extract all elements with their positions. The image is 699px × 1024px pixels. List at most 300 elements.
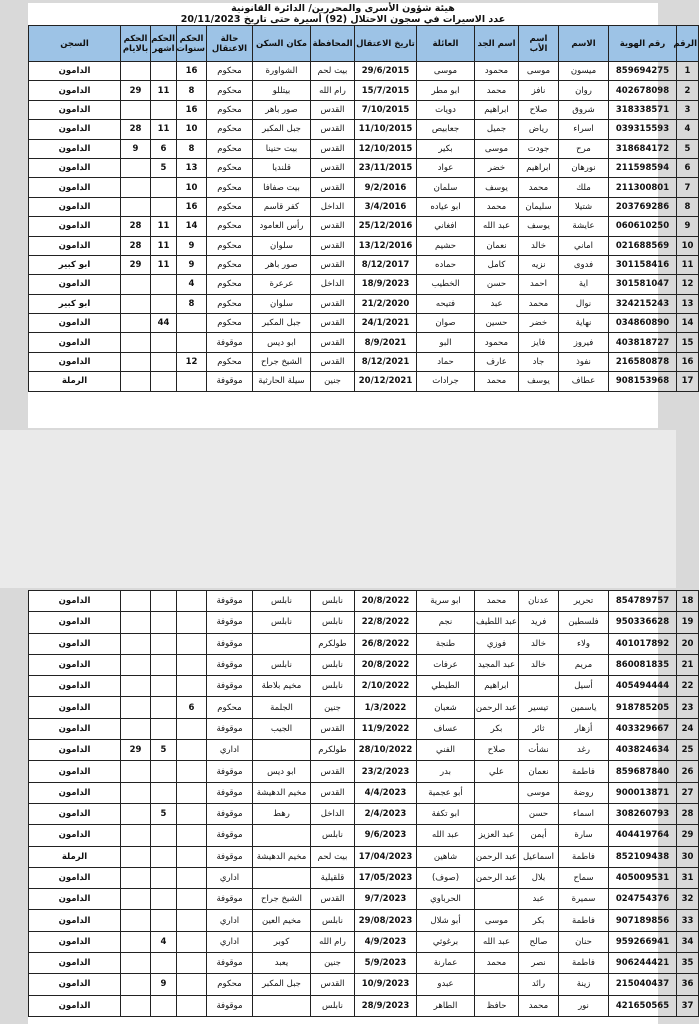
table-cell: عبد الرحمن [475,846,519,867]
table-cell: جنين [311,953,355,974]
table-cell: فدوى [559,255,609,274]
table-cell [177,846,207,867]
table-cell: 1/3/2022 [355,697,417,718]
table-cell: محمود [475,333,519,352]
table-cell: رام الله [311,81,355,100]
table-cell: 44 [151,314,177,333]
table-cell: 301581047 [609,275,677,294]
table-cell [151,697,177,718]
table-cell: نجم [417,612,475,633]
table-cell: صلاح [519,100,559,119]
table-cell [121,352,151,371]
table-cell: القدس [311,120,355,139]
table-cell: موقوفة [207,591,253,612]
table-cell: ابو ديس [253,333,311,352]
table-cell [151,676,177,697]
table-page-2 [28,590,694,1024]
table-cell [121,178,151,197]
table-cell: 9/2/2016 [355,178,417,197]
table-cell: نصر [519,953,559,974]
table-cell: اسماعيل [519,846,559,867]
table-cell [151,761,177,782]
table-cell: الحرباوي [417,889,475,910]
table-cell: اداري [207,867,253,888]
table-cell: موقوفة [207,612,253,633]
table-cell: 12/10/2015 [355,139,417,158]
table-cell: 29 [121,81,151,100]
table-cell: 6 [177,697,207,718]
table-cell: صور باهر [253,100,311,119]
table-cell: روان [559,81,609,100]
table-cell [121,372,151,391]
table-cell: 9 [677,217,699,236]
table-cell: موقوفة [207,953,253,974]
table-cell: 24 [677,718,699,739]
table-cell [253,633,311,654]
table-cell [121,314,151,333]
table-cell: الدامون [29,654,121,675]
table-cell: 900013871 [609,782,677,803]
table-cell: 29 [121,740,151,761]
table-cell: 3/4/2016 [355,197,417,216]
table-cell: 5 [151,158,177,177]
table-cell [475,803,519,824]
table-cell: حشيم [417,236,475,255]
table-cell: 8/12/2017 [355,255,417,274]
table-cell [121,718,151,739]
page-gap [0,430,676,588]
table-cell [151,372,177,391]
table-cell: حماده [417,255,475,274]
table-row [29,676,699,697]
table-cell: ابراهيم [475,676,519,697]
table-cell: جاد [519,352,559,371]
table-cell: 024754376 [609,889,677,910]
table-cell: القدس [311,782,355,803]
table-cell: 12 [677,275,699,294]
table-cell: تحرير [559,591,609,612]
table-cell: محكوم [207,294,253,313]
table-cell: 31 [677,867,699,888]
table-cell: اداري [207,910,253,931]
table-cell: 34 [677,931,699,952]
table-cell: القدس [311,352,355,371]
table-row [29,761,699,782]
prisoners-table-2 [28,590,699,1017]
table-cell: 906244421 [609,953,677,974]
table-cell [151,867,177,888]
table-cell: 19 [677,612,699,633]
table-cell: جنين [311,372,355,391]
table-cell: محكوم [207,974,253,995]
table-cell [121,697,151,718]
table-cell: الدامون [29,974,121,995]
table-cell: محمد [475,197,519,216]
table-row [29,352,699,371]
column-header: رقم الهوية [609,26,677,62]
header-line-2: عدد الاسيرات في سجون الاحتلال (92) أسيرة حتى تاريخ 20/11/2023 [180,14,506,25]
table-cell: موسى [417,62,475,81]
table-cell [177,803,207,824]
table-cell: حسن [519,803,559,824]
table-cell: 403824634 [609,740,677,761]
table-cell: ابو كبير [29,294,121,313]
table-cell: الدامون [29,62,121,81]
table-cell: 35 [677,953,699,974]
table-cell: شاهين [417,846,475,867]
table-cell: 26 [677,761,699,782]
table-cell: صلاح [475,740,519,761]
table-cell: 10 [177,178,207,197]
table-cell: 859694275 [609,62,677,81]
table-cell: نابلس [311,654,355,675]
table-cell: عساف [417,718,475,739]
column-header: الرقم [677,26,699,62]
table-cell: موقوفة [207,803,253,824]
table-cell: 4/9/2023 [355,931,417,952]
table-cell: علي [475,761,519,782]
table-cell: يعبد [253,953,311,974]
table-cell: نابلس [253,591,311,612]
table-cell [177,889,207,910]
header-line-1: هيئة شؤون الأسرى والمحررين/ الدائرة القانونية [231,3,455,14]
column-header: الحكم اشهر [151,26,177,62]
table-cell: موقوفة [207,846,253,867]
table-cell: 8 [177,139,207,158]
table-cell: محكوم [207,236,253,255]
table-cell: 14 [177,217,207,236]
table-cell: خالد [519,236,559,255]
table-cell: 401017892 [609,633,677,654]
table-cell: 308260793 [609,803,677,824]
table-cell [121,910,151,931]
table-cell: افغاني [417,217,475,236]
table-cell: عواد [417,158,475,177]
table-cell: الدامون [29,953,121,974]
table-cell: 23/11/2015 [355,158,417,177]
table-cell [121,333,151,352]
table-cell: ثائر [519,718,559,739]
table-cell: القدس [311,255,355,274]
column-header: اسم الأب [519,26,559,62]
table-cell: رأس العامود [253,217,311,236]
table-cell [177,740,207,761]
table-cell: الشيخ جراح [253,889,311,910]
table-cell: 5 [151,740,177,761]
table-cell: شعبان [417,697,475,718]
table-cell: سيلة الحارثية [253,372,311,391]
table-row [29,178,699,197]
document-header [28,3,658,25]
table-cell: 20/12/2021 [355,372,417,391]
table-cell: 852109438 [609,846,677,867]
table-cell: زينة [559,974,609,995]
table-cell: فاطمة [559,761,609,782]
table-cell: الرملة [29,372,121,391]
table-cell: 060610250 [609,217,677,236]
table-cell: نابلس [311,612,355,633]
table-cell: الدامون [29,591,121,612]
table-cell: الدامون [29,314,121,333]
table-cell: جعابيص [417,120,475,139]
table-cell: ابو ديس [253,761,311,782]
table-cell: الرملة [29,846,121,867]
table-cell: محكوم [207,81,253,100]
table-cell: 18 [677,591,699,612]
table-cell: 6 [151,139,177,158]
table-row [29,333,699,352]
table-cell: نعمان [519,761,559,782]
table-row [29,654,699,675]
table-cell: الدامون [29,782,121,803]
table-cell: 29 [677,825,699,846]
table-cell: محكوم [207,62,253,81]
table-cell [177,314,207,333]
table-cell: عبد الرحمن [475,867,519,888]
table-cell: أبو عجمية [417,782,475,803]
table-cell [121,953,151,974]
table-cell: 17/04/2023 [355,846,417,867]
table-cell: موقوفة [207,889,253,910]
table-cell [177,761,207,782]
table-cell: جبل المكبر [253,120,311,139]
table-cell [121,974,151,995]
table-cell: 7/10/2015 [355,100,417,119]
table-cell: 860081835 [609,654,677,675]
table-cell: سميرة [559,889,609,910]
table-cell: احمد [519,275,559,294]
table-cell: محكوم [207,197,253,216]
table-cell: كوبر [253,931,311,952]
table-cell: الدامون [29,352,121,371]
table-cell: الدامون [29,236,121,255]
table-cell [151,953,177,974]
table-page-1 [28,3,697,428]
table-cell: موقوفة [207,995,253,1016]
table-cell: 11 [151,255,177,274]
table-cell: ابو مطر [417,81,475,100]
table-row [29,803,699,824]
table-cell: 404419764 [609,825,677,846]
table-cell: 10 [177,120,207,139]
table-cell: عبد اللطيف [475,612,519,633]
table-cell: دويات [417,100,475,119]
table-cell: أيمن [519,825,559,846]
table-cell: 8/12/2021 [355,352,417,371]
table-cell: نابلس [311,825,355,846]
table-cell: 17 [677,372,699,391]
table-cell: القدس [311,889,355,910]
table-cell: نافز [519,81,559,100]
table-cell: بكر [519,910,559,931]
table-cell: الدامون [29,931,121,952]
table-cell [177,333,207,352]
table-cell: 30 [677,846,699,867]
table-row [29,314,699,333]
table-cell [253,995,311,1016]
table-cell: نهاية [559,314,609,333]
table-cell: 318338571 [609,100,677,119]
table-cell: 6 [677,158,699,177]
table-cell: نفوذ [559,352,609,371]
table-cell: الدامون [29,217,121,236]
table-cell: الدامون [29,910,121,931]
table-cell [121,100,151,119]
table-cell: عبد الله [475,931,519,952]
table-cell: بيت صفافا [253,178,311,197]
table-cell: رام الله [311,931,355,952]
table-cell [253,867,311,888]
table-cell [177,718,207,739]
table-cell: القدس [311,718,355,739]
table-cell: 301158416 [609,255,677,274]
table-cell: 324215243 [609,294,677,313]
table-cell: جبل المكبر [253,974,311,995]
table-cell: الدامون [29,803,121,824]
table-cell: فوزي [475,633,519,654]
table-cell: 8 [677,197,699,216]
table-cell: سماح [559,867,609,888]
table-cell: مرح [559,139,609,158]
table-row [29,81,699,100]
table-cell [151,910,177,931]
column-header: اسم الجد [475,26,519,62]
table-cell: اداري [207,931,253,952]
table-cell [177,995,207,1016]
table-cell: محمد [475,81,519,100]
table-cell: 16 [177,62,207,81]
table-cell: 24/1/2021 [355,314,417,333]
table-cell: نابلس [311,995,355,1016]
table-cell: ابو تكفة [417,803,475,824]
table-cell: محكوم [207,314,253,333]
table-cell [121,62,151,81]
table-cell: صور باهر [253,255,311,274]
table-cell: فاطمة [559,846,609,867]
table-cell: حسن [475,275,519,294]
table-cell: الطيطي [417,676,475,697]
table-cell: 10/9/2023 [355,974,417,995]
table-cell [121,294,151,313]
table-cell: محكوم [207,158,253,177]
table-cell: فاطمة [559,953,609,974]
table-cell: 11/10/2015 [355,120,417,139]
table-cell: 23 [677,697,699,718]
table-cell: جودت [519,139,559,158]
table-cell: فايز [519,333,559,352]
table-cell: بيت لحم [311,846,355,867]
table-cell: نعمان [475,236,519,255]
table-cell: 16 [177,100,207,119]
table-cell [121,612,151,633]
table-cell: الطاهر [417,995,475,1016]
table-cell: كفر قاسم [253,197,311,216]
table-row [29,217,699,236]
table-cell: 5 [677,139,699,158]
column-header: الحكم بالايام [121,26,151,62]
table-cell [177,931,207,952]
table-cell: عايشة [559,217,609,236]
table-cell: الدامون [29,889,121,910]
table-cell: اسماء [559,803,609,824]
table-cell: موقوفة [207,761,253,782]
table-cell: موقوفة [207,333,253,352]
table-cell [121,158,151,177]
table-cell [475,974,519,995]
table-cell: جميل [475,120,519,139]
table-cell: 28 [121,217,151,236]
table-cell: القدس [311,100,355,119]
table-cell: رائد [519,974,559,995]
table-cell [151,654,177,675]
table-row [29,294,699,313]
table-cell: ولاء [559,633,609,654]
table-cell: موسى [519,62,559,81]
table-cell [151,846,177,867]
table-cell: اداري [207,740,253,761]
table-cell: 039315593 [609,120,677,139]
table-cell: الدامون [29,995,121,1016]
table-row [29,867,699,888]
table-cell: 959266941 [609,931,677,952]
table-cell: الجلمة [253,697,311,718]
table-cell: رغد [559,740,609,761]
table-cell [151,352,177,371]
table-cell: القدس [311,294,355,313]
table-cell: عبد الله [475,217,519,236]
table-cell: ابو سرية [417,591,475,612]
table-cell: 28 [121,120,151,139]
table-cell: أسيل [559,676,609,697]
table-cell: عبد [475,294,519,313]
table-cell: 18/9/2023 [355,275,417,294]
table-cell: 25 [677,740,699,761]
table-cell [177,953,207,974]
table-cell: فتيحه [417,294,475,313]
table-cell: 405494444 [609,676,677,697]
table-cell: الدامون [29,197,121,216]
table-cell: 13 [677,294,699,313]
table-cell: خالد [519,654,559,675]
column-header: تاريخ الاعتقال [355,26,417,62]
table-cell: الدامون [29,718,121,739]
table-cell [151,62,177,81]
table-cell: 37 [677,995,699,1016]
table-cell: 907189856 [609,910,677,931]
table-cell: موقوفة [207,654,253,675]
table-cell: طولكرم [311,633,355,654]
table-cell: بكر [475,718,519,739]
table-cell: 908153968 [609,372,677,391]
table-cell: الدامون [29,139,121,158]
table-cell: نشأت [519,740,559,761]
table-cell: موسى [475,910,519,931]
table-cell: 32 [677,889,699,910]
table-cell: نوال [559,294,609,313]
table-cell: البو [417,333,475,352]
table-row [29,120,699,139]
table-cell: الدامون [29,275,121,294]
table-cell: نابلس [311,910,355,931]
table-cell: مريم [559,654,609,675]
table-cell: كامل [475,255,519,274]
table-cell: 11 [677,255,699,274]
table-cell: محكوم [207,139,253,158]
table-cell: مخيم بلاطة [253,676,311,697]
table-cell: محكوم [207,100,253,119]
table-cell: موقوفة [207,825,253,846]
table-cell: 11/9/2022 [355,718,417,739]
